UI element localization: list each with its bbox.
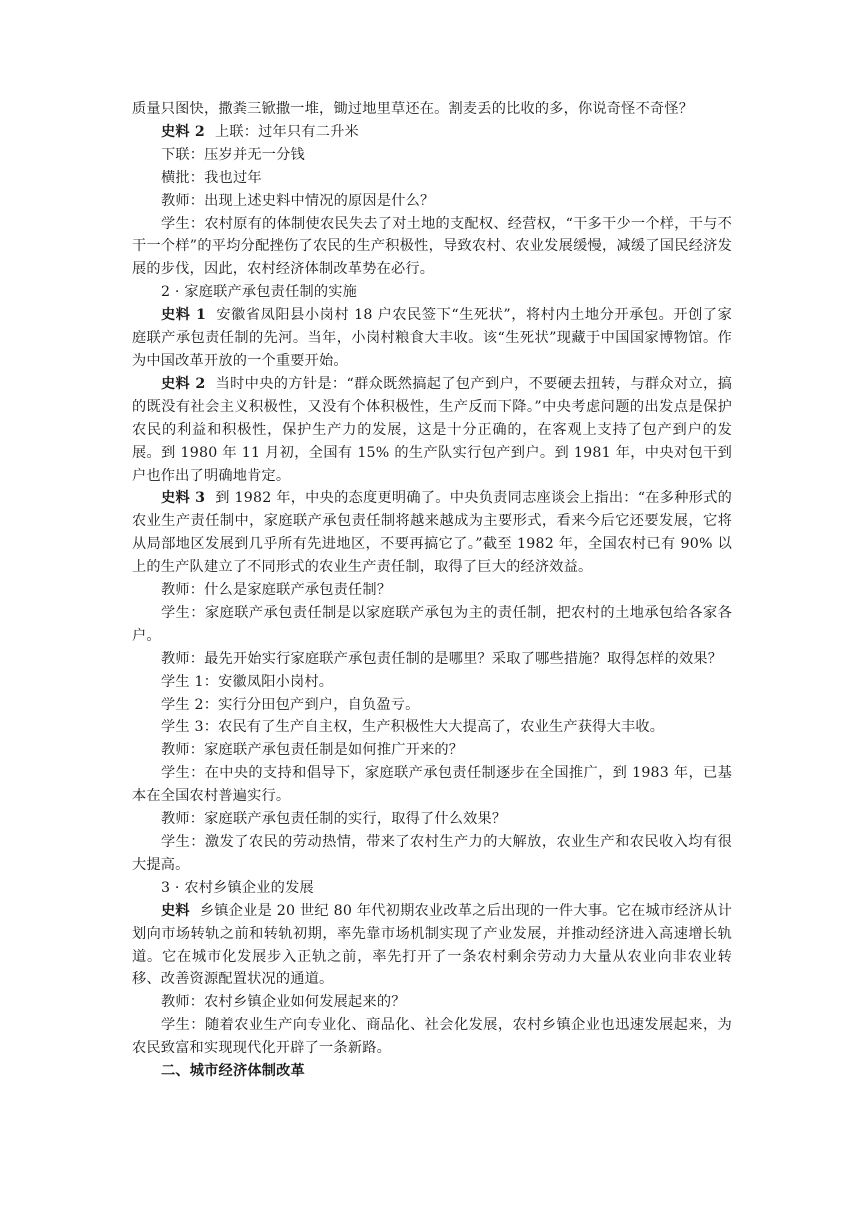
paragraph-23: 学生：随着农业生产向专业化、商品化、社会化发展，农村乡镇企业也迅速发展起来，为农民致富和实现现代化开辟了一条新路。 [132, 1017, 732, 1057]
paragraph-0: 质量只图快，撒粪三锨撒一堆，锄过地里草还在。割麦丢的比收的多，你说奇怪不奇怪？ [132, 101, 694, 117]
source-label: 史料 3 [161, 490, 206, 507]
paragraph-2: 下联：压岁并无一分钱 [161, 146, 305, 163]
paragraph-17: 学生：在中央的支持和倡导下，家庭联产承包责任制逐步在全国推广，到 1983 年，已基本在全国农村普遍实行。 [132, 765, 732, 805]
paragraph-15: 学生 3：农民有了生产自主权，生产积极性大大提高了，农业生产获得大丰收。 [161, 719, 665, 736]
paragraph-16: 教师：家庭联产承包责任制是如何推广开来的？ [161, 742, 464, 759]
paragraph-7: 史料 1 安徽省凤阳县小岗村 18 户农民签下“生死状”，将村内土地分开承包。开创了家庭联产承包责任制的先河。当年，小岗村粮食大丰收。该“生死状”现藏于中国国家博物馆。作为中国改革开放的一个重要开始。 [132, 307, 732, 369]
paragraph-18: 教师：家庭联产承包责任制的实行，取得了什么效果？ [161, 811, 507, 828]
source-label: 史料 2 [161, 375, 206, 392]
paragraph-11: 学生：家庭联产承包责任制是以家庭联产承包为主的责任制，把农村的土地承包给各家各户。 [132, 604, 732, 644]
paragraph-21: 史料 乡镇企业是 20 世纪 80 年代初期农业改革之后出现的一件大事。它在城市经济从计划向市场转轨之前和转轨初期，率先靠市场机制实现了产业发展，并推动经济进入高速增长轨道。它在城市化发展步入正轨之前，率先打开了一条农村剩余劳动力大量从农业向非农业转移、改善资源配置状况的通道。 [132, 902, 732, 988]
paragraph-13: 学生 1：安徽凤阳小岗村。 [161, 673, 334, 690]
paragraph-22: 教师：农村乡镇企业如何发展起来的？ [161, 994, 406, 1011]
paragraph-5: 学生：农村原有的体制使农民失去了对土地的支配权、经营权，“干多干少一个样，干与不干一个样”的平均分配挫伤了农民的生产积极性，导致农村、农业发展缓慢，减缓了国民经济发展的步伐，因此，农村经济体制改革势在必行。 [132, 215, 732, 278]
paragraph-8: 史料 2 当时中央的方针是：“群众既然搞起了包产到户，不要硬去扭转，与群众对立，搞的既没有社会主义积极性，又没有个体积极性，生产反而下降。”中央考虑问题的出发点是保护农民的利益和积极性，保护生产力的发展，这是十分正确的，在客观上支持了包产到户的发展。到 1980 年 11 月初，全国有 15% 的生产队实行包产到户。到 1981 年，中央对包干到户也作出了明确地肯定。 [132, 375, 732, 484]
section-heading: 二、城市经济体制改革 [161, 1063, 305, 1080]
source-label: 史料 2 [161, 123, 205, 140]
source-label: 史料 1 [161, 307, 207, 324]
paragraph-14: 学生 2：实行分田包产到户，自负盈亏。 [161, 696, 420, 713]
paragraph-10: 教师：什么是家庭联产承包责任制？ [161, 582, 392, 599]
document-page [132, 98, 732, 1083]
subsection-heading-3: 3 · 农村乡镇企业的发展 [161, 879, 314, 896]
source-label: 史料 [161, 902, 190, 919]
paragraph-4: 教师：出现上述史料中情况的原因是什么？ [161, 192, 435, 209]
subsection-heading-2: 2 · 家庭联产承包责任制的实施 [161, 284, 358, 301]
paragraph-9: 史料 3 到 1982 年，中央的态度更明确了。中央负责同志座谈会上指出：“在多种形式的农业生产责任制中，家庭联产承包责任制将越来越成为主要形式，看来今后它还要发展，它将从局部地区发展到几乎所有先进地区，不要再搞它了。”截至 1982 年，全国农村已有 90% 以上的生产队建立了不同形式的农业生产责任制，取得了巨大的经济效益。 [132, 490, 732, 576]
paragraph-19: 学生：激发了农民的劳动热情，带来了农村生产力的大解放，农业生产和农民收入均有很大提高。 [132, 834, 732, 873]
paragraph-3: 横批：我也过年 [161, 169, 262, 186]
paragraph-12: 教师：最先开始实行家庭联产承包责任制的是哪里？采取了哪些措施？取得怎样的效果？ [161, 650, 723, 667]
paragraph-1: 史料 2 上联：过年只有二升米 [161, 123, 359, 140]
